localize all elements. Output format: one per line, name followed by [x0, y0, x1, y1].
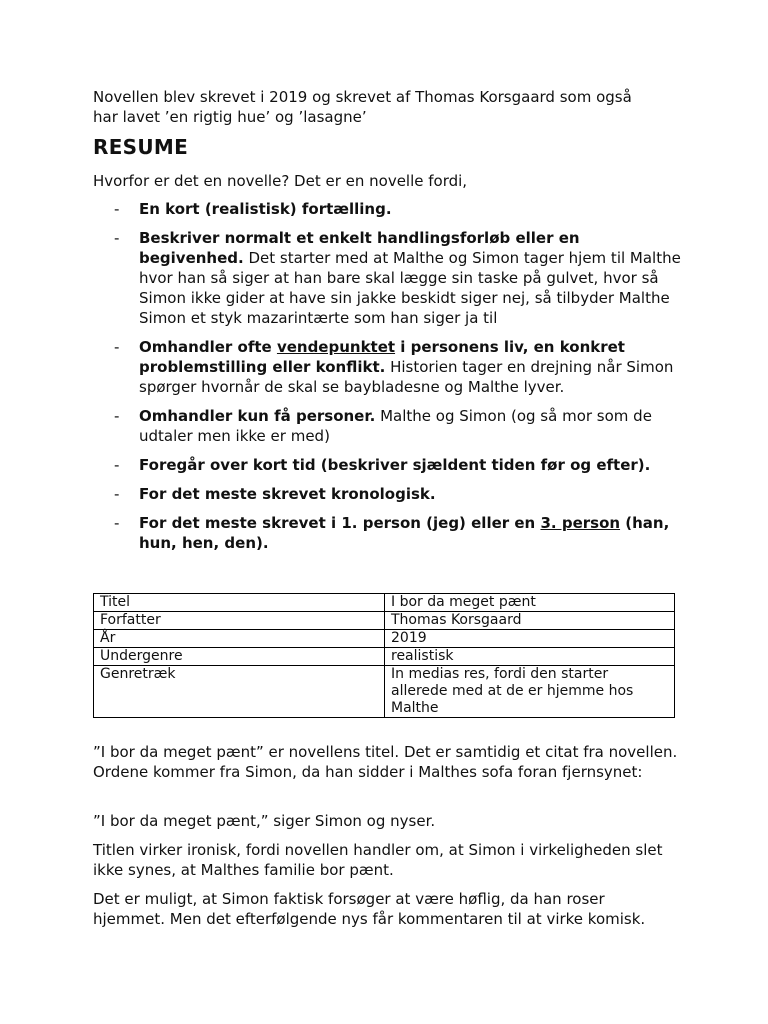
criterion-bold: Omhandler kun få personer. [139, 407, 376, 425]
criterion-bold: Beskriver normalt et enkelt handlingsforløb eller en begivenhed. [139, 229, 580, 267]
intro-paragraph [93, 87, 683, 127]
body-paragraph: ”I bor da meget pænt,” siger Simon og nyser. [93, 812, 436, 830]
bullet-dash: - [114, 229, 120, 247]
criterion-underlined: vendepunktet [276, 338, 396, 356]
list-item [93, 455, 683, 475]
table-row [94, 612, 675, 630]
criterion-bold: For det meste skrevet kronologisk. [139, 485, 436, 503]
table-row [94, 648, 675, 666]
criterion-text: Malthe og Simon (og så mor som de udtaler men ikke er med) [139, 407, 652, 445]
criterion-text: Det starter med at Malthe og Simon tager hjem til Malthe hvor han så siger at han bare skal lægge sin taske på gulvet, hvor så Simon ikke gider at have sin jakke beskidt siger nej, så tilbyder Malthe Simon et styk mazarintærte som han siger ja til [139, 249, 681, 327]
list-item [93, 199, 683, 219]
body-paragraph: Det er muligt, at Simon faktisk forsøger at være høflig, da han roser hjemmet. Men det efterfølgende nys får kommentaren til at virke komisk. [93, 890, 646, 928]
criterion-bold-part: For det meste skrevet i 1. person (jeg) eller en [139, 514, 541, 532]
table-key-cell: Undergenre [94, 648, 385, 666]
list-item [93, 484, 683, 504]
resume-heading: RESUME [93, 135, 189, 159]
list-item [93, 337, 683, 397]
list-item [93, 406, 683, 446]
question-text: Hvorfor er det en novelle? Det er en novelle fordi, [93, 172, 468, 190]
bullet-dash: - [114, 514, 120, 532]
table-row [94, 666, 675, 718]
list-item [93, 228, 683, 328]
table-value-cell: I bor da meget pænt [385, 594, 675, 612]
list-item [93, 513, 683, 553]
novella-criteria-list [93, 199, 683, 562]
table-row [94, 594, 675, 612]
intro-line-1: Novellen blev skrevet i 2019 og skrevet af Thomas Korsgaard som også [93, 88, 632, 106]
table-value-cell: 2019 [385, 630, 675, 648]
intro-line-2: har lavet ’en rigtig hue’ og ’lasagne’ [93, 108, 367, 126]
table-row [94, 630, 675, 648]
criterion-text: Historien tager en drejning når Simon spørger hvornår de skal se baybladesne og Malthe lyver. [139, 358, 674, 396]
table-key-cell: År [94, 630, 385, 648]
table-value-cell: realistisk [385, 648, 675, 666]
table-key-cell: Genretræk [94, 666, 385, 718]
body-paragraph: Titlen virker ironisk, fordi novellen handler om, at Simon i virkeligheden slet ikke synes, at Malthes familie bor pænt. [93, 841, 663, 879]
criterion-bold [139, 514, 669, 552]
table-key-cell: Titel [94, 594, 385, 612]
criterion-underlined: 3. person [540, 514, 621, 532]
table-value-cell: In medias res, fordi den starter allerede med at de er hjemme hos Malthe [385, 666, 675, 718]
bullet-dash: - [114, 338, 120, 356]
bullet-dash: - [114, 485, 120, 503]
body-paragraph: ”I bor da meget pænt” er novellens titel. Det er samtidig et citat fra novellen. Ordene kommer fra Simon, da han sidder i Malthes sofa foran fjernsynet: [93, 743, 678, 781]
table-key-cell: Forfatter [94, 612, 385, 630]
criterion-bold-part: (han, hun, hen, den). [139, 514, 670, 552]
criterion-bold-part: i personens liv, en konkret problemstilling eller konflikt. [139, 338, 625, 376]
criterion-bold: Foregår over kort tid (beskriver sjældent tiden før og efter). [139, 456, 651, 474]
bullet-dash: - [114, 200, 120, 218]
bullet-dash: - [114, 407, 120, 425]
novella-info-table [93, 593, 675, 718]
bullet-dash: - [114, 456, 120, 474]
criterion-bold: En kort (realistisk) fortælling. [139, 200, 392, 218]
criterion-bold-part: Omhandler ofte [139, 338, 277, 356]
table-value-cell: Thomas Korsgaard [385, 612, 675, 630]
